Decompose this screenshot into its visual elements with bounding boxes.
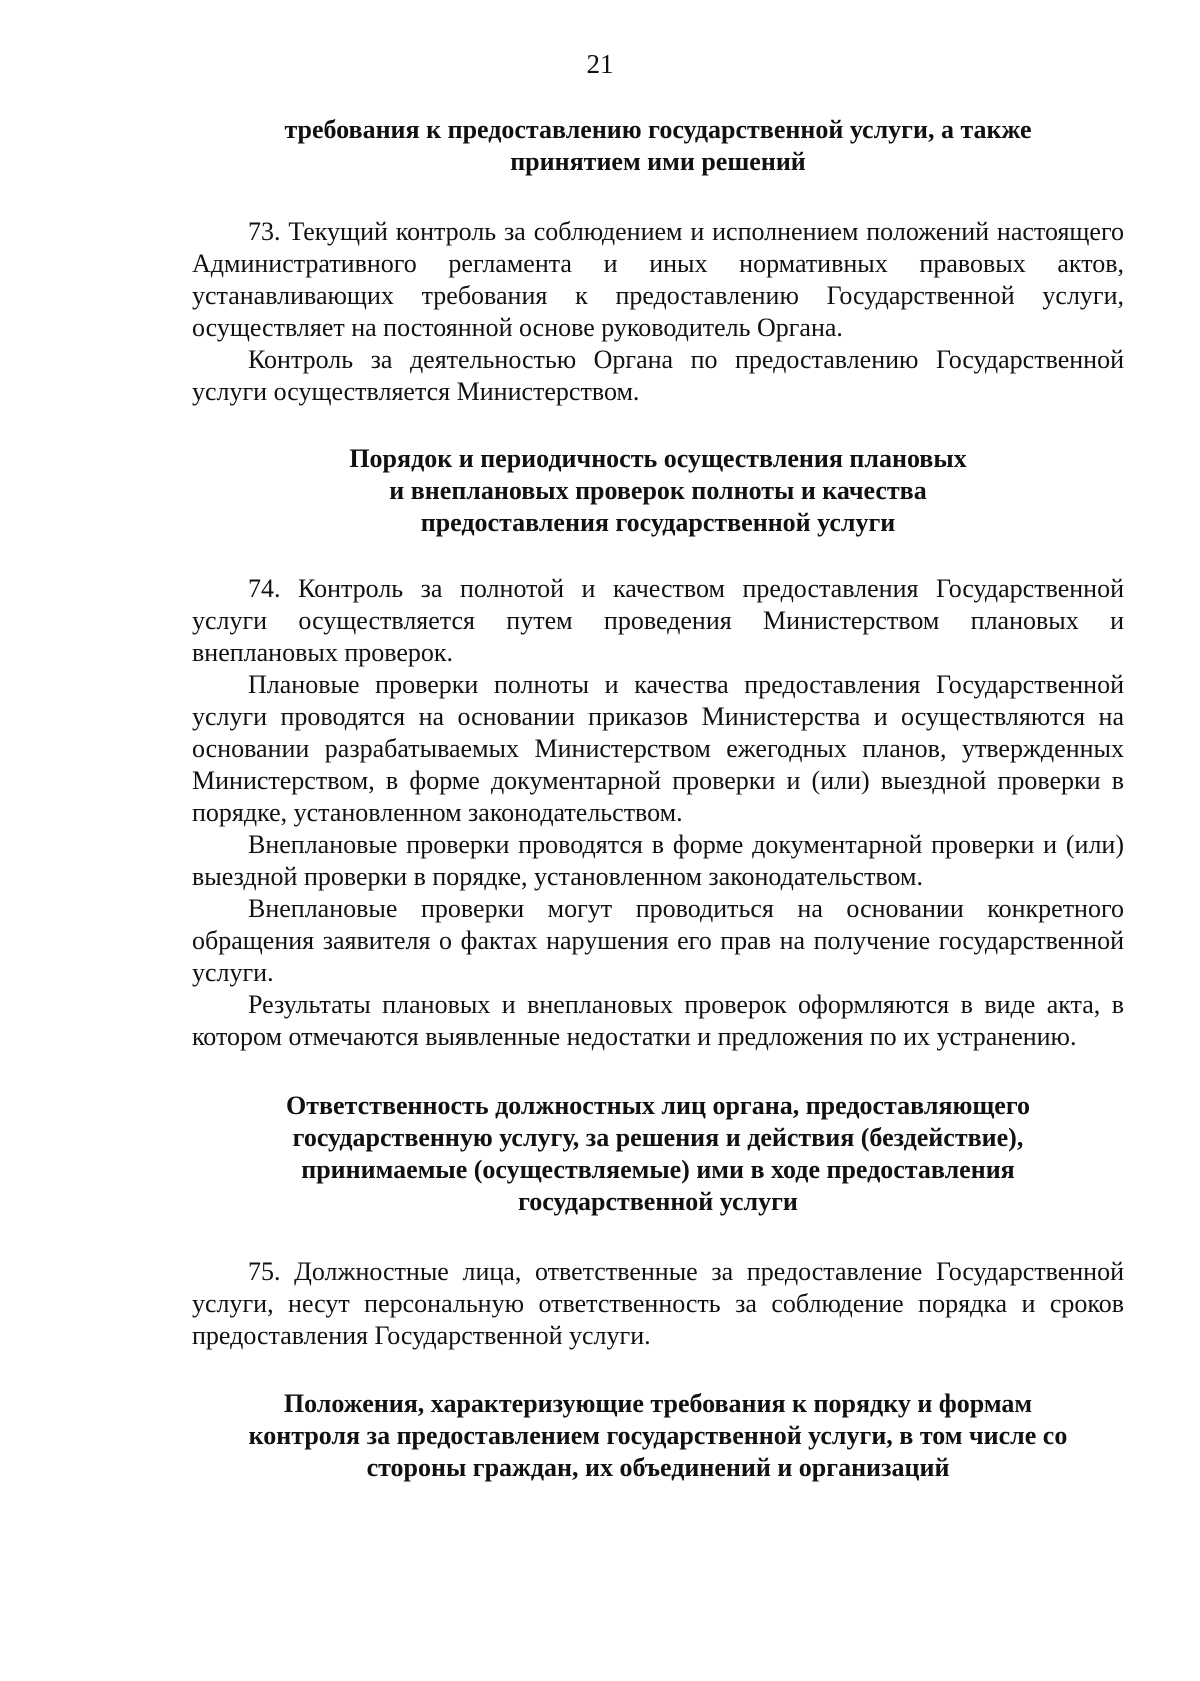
section-heading-inspections	[192, 443, 1124, 539]
heading-line: Порядок и периодичность осуществления плановых	[349, 444, 967, 473]
section-heading-control-decisions	[192, 114, 1124, 178]
heading-line: Ответственность должностных лиц органа, предоставляющего	[286, 1091, 1030, 1120]
section-heading-responsibility	[192, 1090, 1124, 1218]
paragraph-planned-inspections: Плановые проверки полноты и качества предоставления Государственной услуги проводятся на основании приказов Министерства и осуществляются на основании разрабатываемых Министерством ежегодных планов, утвержденных Министерством, в форме документарной проверки и (или) выездной проверки в порядке, установленном законодательством.	[192, 670, 1124, 827]
paragraph-unplanned-grounds: Внеплановые проверки могут проводиться на основании конкретного обращения заявителя о фактах нарушения его прав на получение государственной услуги.	[192, 894, 1124, 987]
paragraph-inspection-results: Результаты плановых и внеплановых проверок оформляются в виде акта, в котором отмечаются выявленные недостатки и предложения по их устранению.	[192, 990, 1124, 1051]
heading-line: государственной услуги	[518, 1187, 798, 1216]
section-heading-control-requirements	[192, 1388, 1124, 1484]
paragraph-75: 75. Должностные лица, ответственные за предоставление Государственной услуги, несут персональную ответственность за соблюдение порядка и сроков предоставления Государственной услуги.	[192, 1257, 1124, 1350]
heading-line: контроля за предоставлением государственной услуги, в том числе со	[248, 1421, 1068, 1450]
paragraph-ministry-control: Контроль за деятельностью Органа по предоставлению Государственной услуги осуществляется Министерством.	[192, 345, 1124, 406]
paragraph-74: 74. Контроль за полнотой и качеством предоставления Государственной услуги осуществляется путем проведения Министерством плановых и внеплановых проверок.	[192, 574, 1124, 667]
paragraph-unplanned-inspections: Внеплановые проверки проводятся в форме документарной проверки и (или) выездной проверки в порядке, установленном законодательством.	[192, 830, 1124, 891]
heading-line: принятием ими решений	[510, 147, 806, 176]
paragraph-73: 73. Текущий контроль за соблюдением и исполнением положений настоящего Административного регламента и иных нормативных правовых актов, устанавливающих требования к предоставлению Государственной услуги, осуществляет на постоянной основе руководитель Органа.	[192, 217, 1124, 342]
document-body	[192, 114, 1124, 1484]
heading-line: принимаемые (осуществляемые) ими в ходе предоставления	[301, 1155, 1015, 1184]
heading-line: требования к предоставлению государственной услуги, а также	[284, 115, 1032, 144]
heading-line: государственную услугу, за решения и действия (бездействие),	[292, 1123, 1024, 1152]
heading-line: предоставления государственной услуги	[420, 508, 896, 537]
page-number: 21	[586, 49, 614, 79]
heading-line: стороны граждан, их объединений и организаций	[366, 1453, 950, 1482]
heading-line: Положения, характеризующие требования к порядку и формам	[283, 1389, 1033, 1418]
heading-line: и внеплановых проверок полноты и качества	[389, 476, 927, 505]
